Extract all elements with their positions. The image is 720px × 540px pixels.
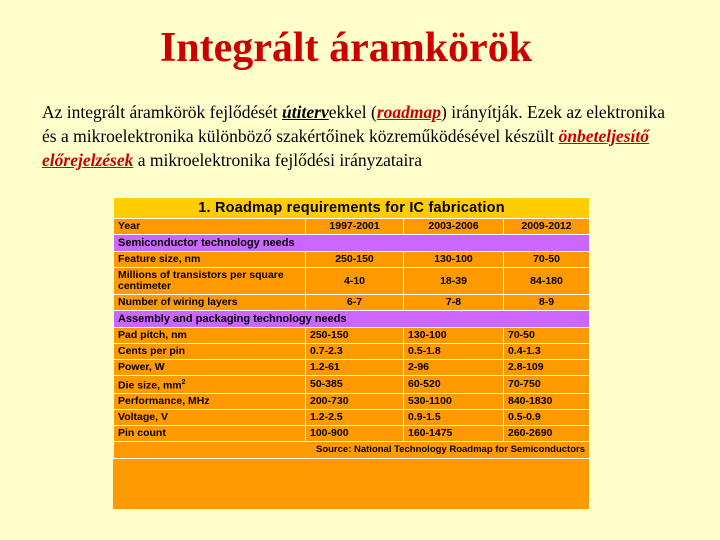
table-row — [114, 295, 590, 311]
roadmap-term: roadmap — [376, 102, 442, 122]
year-header-label: Year — [114, 219, 306, 235]
row-value: 8-9 — [504, 295, 590, 311]
row-value: 250-150 — [306, 252, 404, 268]
row-value: 160-1475 — [404, 425, 504, 441]
table-row — [114, 344, 590, 360]
year-col-3: 2009-2012 — [504, 219, 590, 235]
row-value: 2-96 — [404, 360, 504, 376]
row-value: 4-10 — [306, 268, 404, 295]
row-value: 130-100 — [404, 252, 504, 268]
table-row — [114, 252, 590, 268]
utiterv-term: útiterv — [282, 102, 329, 122]
table-row — [114, 376, 590, 394]
row-value: 60-520 — [404, 376, 504, 394]
roadmap-table — [113, 197, 590, 459]
row-value: 7-8 — [404, 295, 504, 311]
row-label: Feature size, nm — [114, 252, 306, 268]
row-value: 200-730 — [306, 393, 404, 409]
table-source: Source: National Technology Roadmap for Semiconductors — [114, 441, 590, 458]
row-value: 70-50 — [504, 252, 590, 268]
row-value: 250-150 — [306, 328, 404, 344]
intro-text-4: a mikroelektronika fejlődési irányzataira — [133, 150, 422, 170]
slide-title: Integrált áramkörök — [159, 25, 533, 71]
table-row — [114, 268, 590, 295]
row-value: 530-1100 — [404, 393, 504, 409]
row-label: Power, W — [114, 360, 306, 376]
row-label-text: Die size, mm — [118, 379, 182, 392]
row-value: 840-1830 — [504, 393, 590, 409]
intro-text-3: ) irányítják. Ezek az elektronika és a mikroelektronika különböző szakértőinek közreműködésével készült — [42, 102, 666, 146]
row-label: Voltage, V — [114, 409, 306, 425]
row-value: 18-39 — [404, 268, 504, 295]
row-label: Number of wiring layers — [114, 295, 306, 311]
table-row — [114, 409, 590, 425]
table-row — [114, 393, 590, 409]
row-label: Pin count — [114, 425, 306, 441]
row-value: 100-900 — [306, 425, 404, 441]
row-value: 84-180 — [504, 268, 590, 295]
row-value: 0.9-1.5 — [404, 409, 504, 425]
row-label: Cents per pin — [114, 344, 306, 360]
row-value: 1.2-2.5 — [306, 409, 404, 425]
row-label: Millions of transistors per square centimeter — [114, 268, 306, 295]
table-title: 1. Roadmap requirements for IC fabrication — [114, 198, 590, 219]
table-row — [114, 425, 590, 441]
row-value: 50-385 — [306, 376, 404, 394]
row-value: 0.5-0.9 — [504, 409, 590, 425]
section-assembly: Assembly and packaging technology needs — [114, 311, 590, 328]
row-value: 0.5-1.8 — [404, 344, 504, 360]
intro-text-2: ekkel ( — [328, 102, 377, 122]
year-col-1: 1997-2001 — [306, 219, 404, 235]
intro-text-1: Az integrált áramkörök fejlődését — [42, 102, 283, 122]
row-value: 1.2-61 — [306, 360, 404, 376]
row-value: 6-7 — [306, 295, 404, 311]
year-col-2: 2003-2006 — [404, 219, 504, 235]
row-value: 260-2690 — [504, 425, 590, 441]
row-label: Pad pitch, nm — [114, 328, 306, 344]
table-row — [114, 328, 590, 344]
section-semiconductor: Semiconductor technology needs — [114, 235, 590, 252]
row-label: Performance, MHz — [114, 393, 306, 409]
table-row — [114, 360, 590, 376]
row-label-sup: 2 — [181, 379, 186, 386]
row-value: 70-750 — [504, 376, 590, 394]
row-value: 0.4-1.3 — [504, 344, 590, 360]
roadmap-table-container — [113, 197, 589, 509]
intro-paragraph — [42, 100, 682, 172]
row-value: 2.8-109 — [504, 360, 590, 376]
row-label — [114, 376, 306, 394]
row-value: 70-50 — [504, 328, 590, 344]
predictions-term: önbeteljesítő előrejelzések — [42, 126, 649, 170]
row-value: 130-100 — [404, 328, 504, 344]
row-value: 0.7-2.3 — [306, 344, 404, 360]
